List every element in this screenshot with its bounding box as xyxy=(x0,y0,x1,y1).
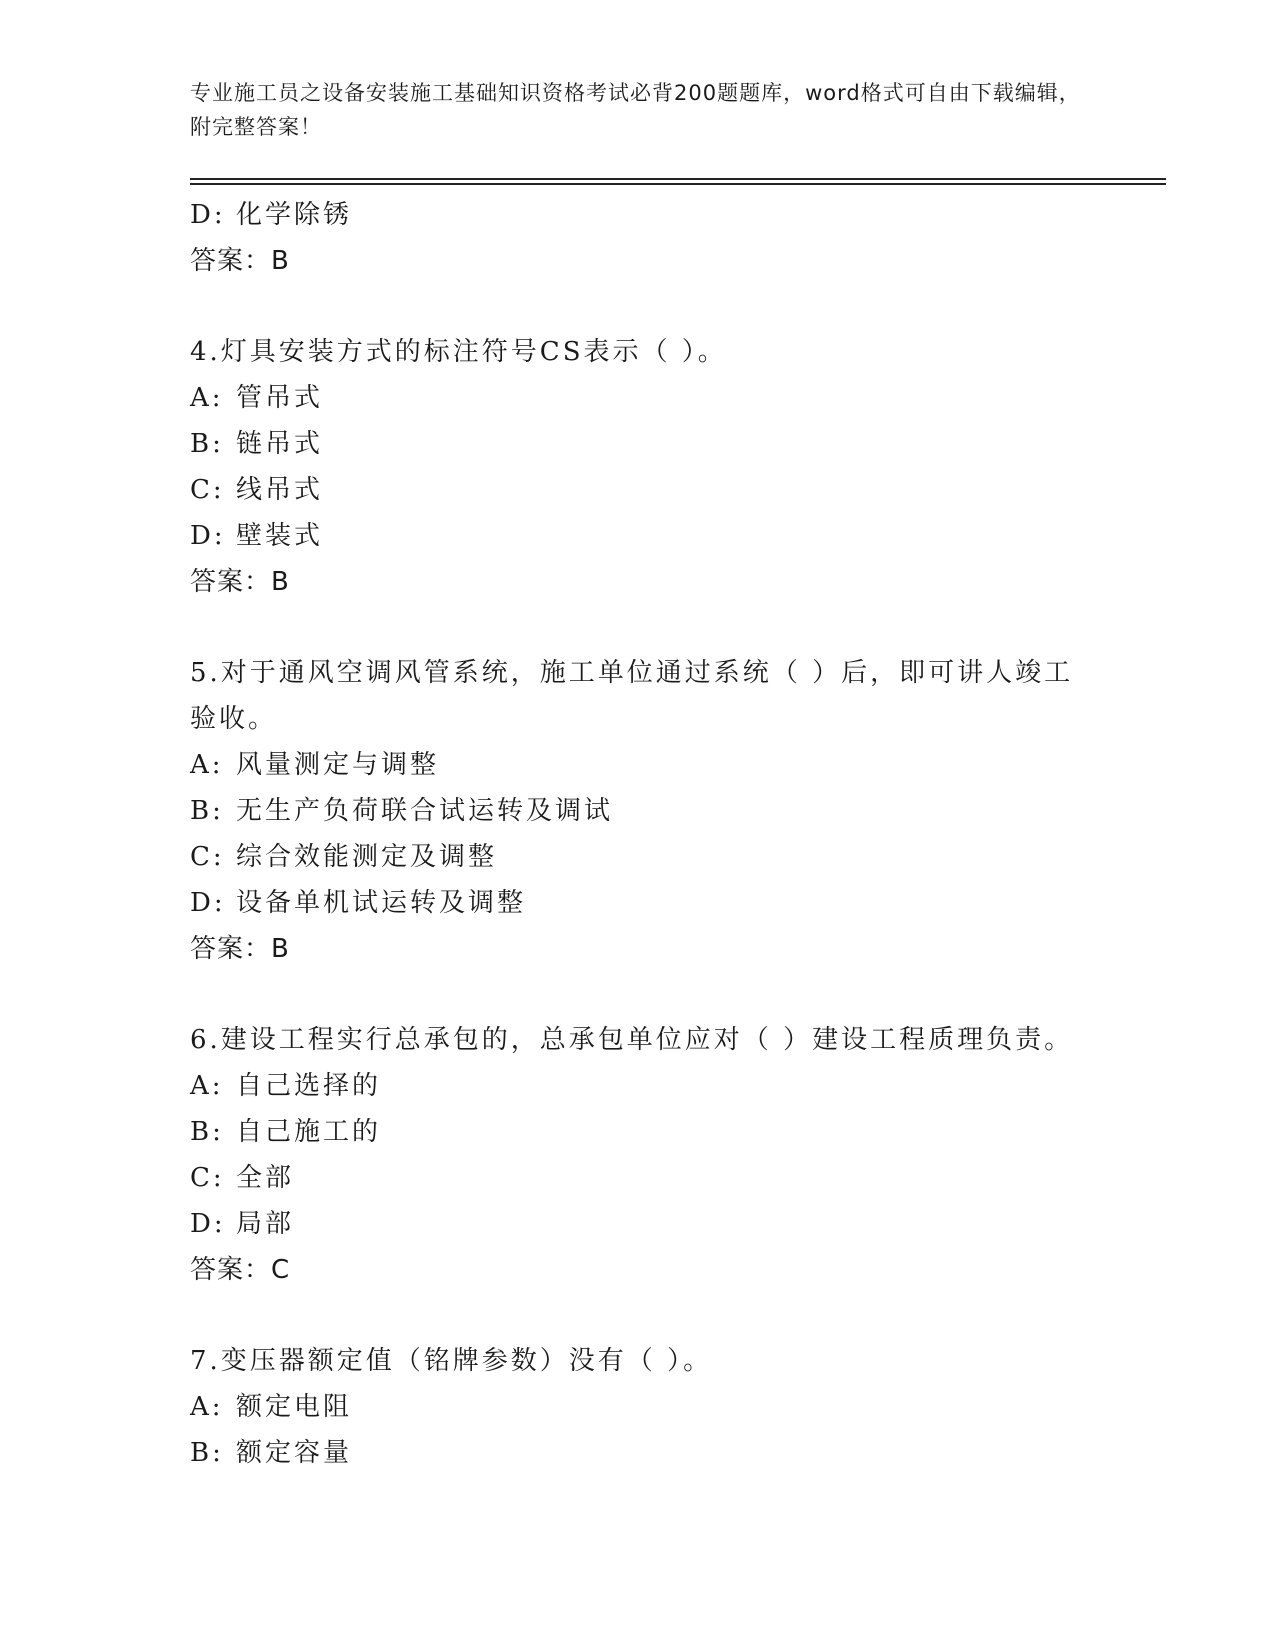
option-text: 综合效能测定及调整 xyxy=(236,842,498,872)
option-text: 局部 xyxy=(236,1209,295,1239)
option-text: 线吊式 xyxy=(236,475,324,505)
option-text: 风量测定与调整 xyxy=(236,750,440,780)
option-line xyxy=(190,1384,1090,1430)
option-letter: C: xyxy=(190,1163,225,1193)
option-text: 设备单机试运转及调整 xyxy=(236,888,527,918)
option-letter: D: xyxy=(190,521,226,551)
question-stem: 7.变压器额定值（铭牌参数）没有（ ）。 xyxy=(190,1346,713,1376)
question-stem: 5.对于通风空调风管系统，施工单位通过系统（ ）后，即可讲人竣工验收。 xyxy=(190,658,1074,734)
option-line xyxy=(190,1063,1090,1109)
option-letter: C: xyxy=(190,475,225,505)
option-letter: B: xyxy=(190,429,224,459)
option-line xyxy=(190,788,1090,834)
document-header: 专业施工员之设备安装施工基础知识资格考试必背200题题库，word格式可自由下载编辑，附完整答案！ xyxy=(190,81,1081,139)
option-line xyxy=(190,467,1090,513)
answer-line: 答案：B xyxy=(190,567,290,597)
option-letter: C: xyxy=(190,842,225,872)
option-line xyxy=(190,1155,1090,1201)
option-line xyxy=(190,880,1090,926)
option-text: 化学除锈 xyxy=(236,200,353,230)
answer-line: 答案：B xyxy=(190,246,290,276)
question-list xyxy=(190,192,1090,1476)
question-stem: 4.灯具安装方式的标注符号CS表示（ ）。 xyxy=(190,337,727,367)
option-text: 全部 xyxy=(236,1163,295,1193)
option-line xyxy=(190,375,1090,421)
option-line xyxy=(190,834,1090,880)
option-line xyxy=(190,421,1090,467)
option-line xyxy=(190,742,1090,788)
option-text: 无生产负荷联合试运转及调试 xyxy=(236,796,614,826)
option-line xyxy=(190,1201,1090,1247)
option-letter: B: xyxy=(190,1117,224,1147)
option-text: 额定电阻 xyxy=(236,1392,353,1422)
option-letter: A: xyxy=(190,1071,224,1101)
option-text: 链吊式 xyxy=(236,429,324,459)
option-text: 自己选择的 xyxy=(236,1071,382,1101)
header-rule-top xyxy=(190,178,1166,180)
option-letter: D: xyxy=(190,200,226,230)
option-letter: A: xyxy=(190,1392,224,1422)
option-line xyxy=(190,1430,1090,1476)
option-text: 额定容量 xyxy=(236,1438,353,1468)
answer-line: 答案：B xyxy=(190,934,290,964)
answer-line: 答案：C xyxy=(190,1255,291,1285)
question-stem: 6.建设工程实行总承包的，总承包单位应对（ ）建设工程质理负责。 xyxy=(190,1025,1074,1055)
option-text: 自己施工的 xyxy=(236,1117,382,1147)
option-line xyxy=(190,1109,1090,1155)
option-text: 管吊式 xyxy=(236,383,324,413)
option-letter: D: xyxy=(190,1209,226,1239)
option-letter: D: xyxy=(190,888,226,918)
header-rule-bottom xyxy=(190,183,1166,185)
option-letter: A: xyxy=(190,750,224,780)
option-line xyxy=(190,513,1090,559)
option-text: 壁装式 xyxy=(236,521,324,551)
option-letter: B: xyxy=(190,796,224,826)
option-letter: B: xyxy=(190,1438,224,1468)
option-letter: A: xyxy=(190,383,224,413)
option-line xyxy=(190,192,1090,238)
